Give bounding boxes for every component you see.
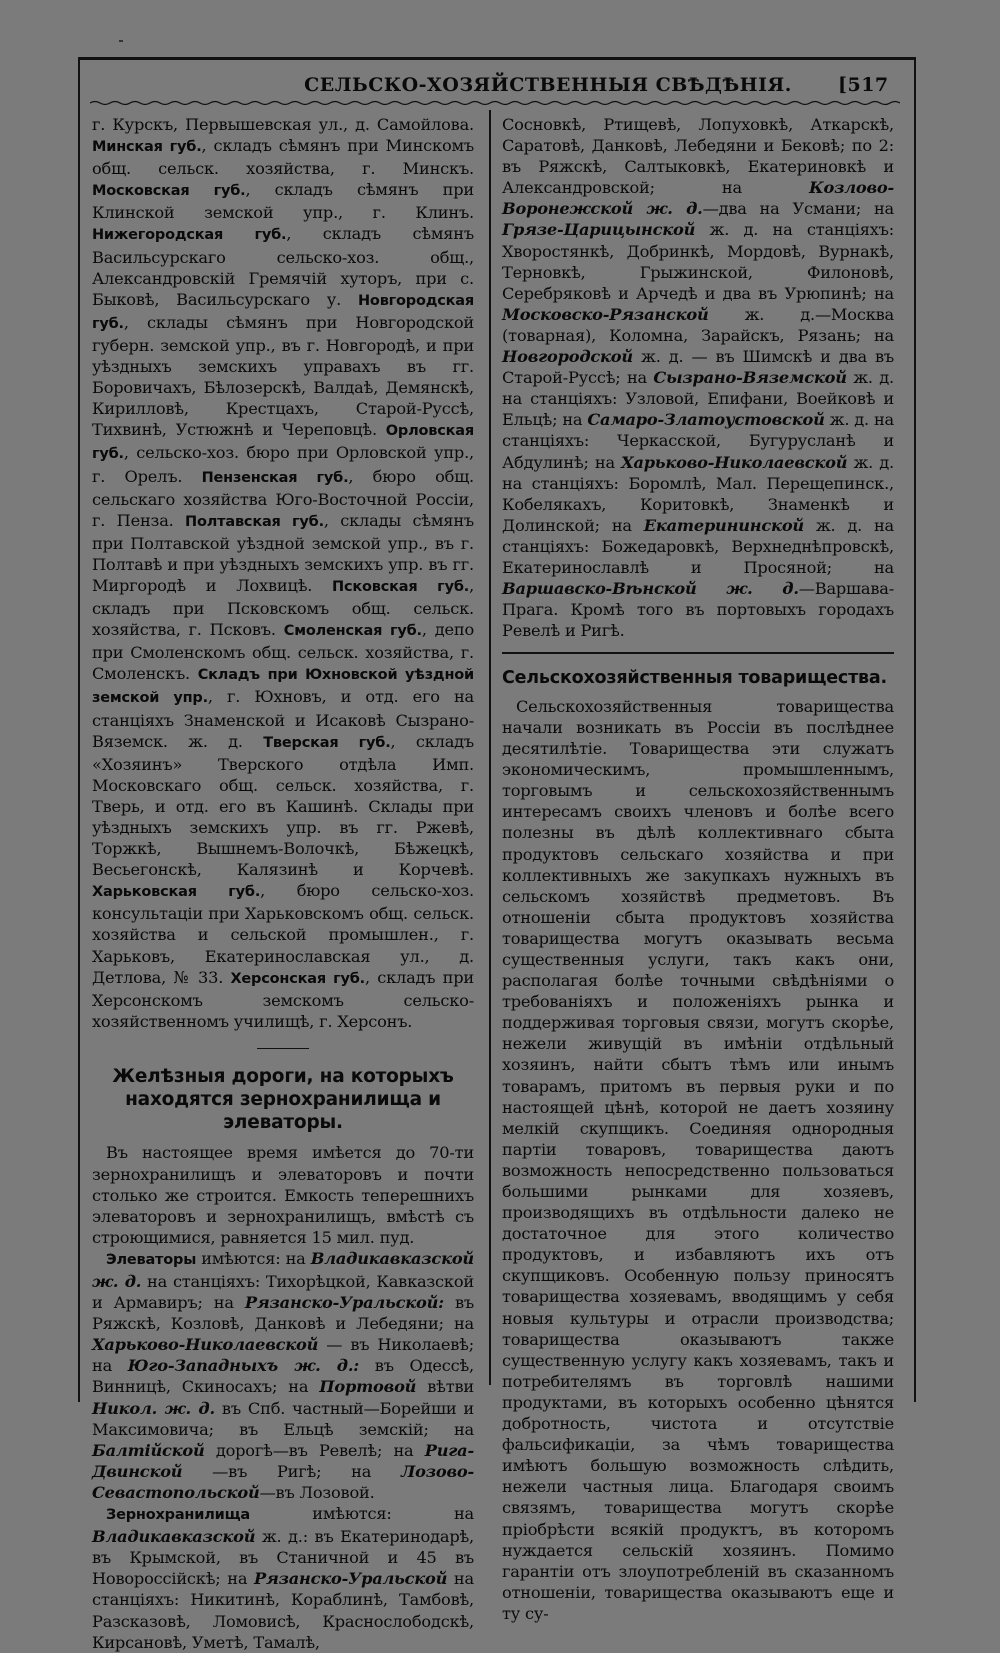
italic-term: Рязанско-Уральской [253,1569,448,1589]
column-divider [489,110,491,1385]
text-run: ж. д. — въ Шимскѣ и два въ Старой-Руссѣ; на [502,347,894,388]
bold-term: Псковская губ. [332,578,470,595]
text-run: —въ Ригѣ; на [182,1461,401,1481]
italic-term: Юго-Западныхъ ж. д.: [127,1356,360,1376]
text-run: , складъ сѣмянъ при Минскомъ общ. сельск. хозяйства, г. Минскъ. [92,136,474,179]
partnerships-paragraph [502,696,894,1624]
text-run: , склады сѣмянъ при Полтавской уѣздной земской упр., въ г. Полтавѣ и при уѣздныхъ земскихъ упр. въ гг. Миргородѣ и Лохвицѣ. [92,510,475,595]
italic-term: Владикавказской [92,1527,256,1547]
depots-list-paragraph [92,114,474,1032]
left-column [92,114,474,1653]
text-run: вѣтви [416,1377,474,1397]
text-run: въ Одессѣ, Винницѣ, Скиносахъ; на [92,1356,474,1397]
text-run: , сельско-хоз. бюро при Орловской упр., г. Орелъ. [92,443,474,486]
text-run: , депо при Смоленскомъ общ. сельск. хозяйства, г. Смоленскъ. [92,620,474,684]
text-run: , бюро общ. сельскаго хозяйства Юго-Восточной Россіи, г. Пенза. [92,466,474,530]
section-divider [502,652,894,654]
bold-term: Херсонская губ. [230,970,365,987]
text-run: ж. д. на станціяхъ: Узловой, Епифани, Воейковѣ и Ельцѣ; на [502,368,894,430]
text-run: —два на Усмани; на [702,199,894,219]
text-run: ж. д. на станціяхъ: Черкасской, Бугурусланѣ и Абдулинѣ; на [502,410,894,472]
section-divider [257,1048,309,1050]
bold-term: Полтавская губ. [185,513,324,530]
text-run: —Варшава-Прага. Кромѣ того въ портовыхъ городахъ Ревелѣ и Ригѣ. [502,579,894,641]
italic-term: Сызрано-Вяземской [653,368,847,388]
italic-term: Грязе-Царицынской [502,220,696,240]
railways-intro-paragraph [92,1142,474,1247]
bold-term: Новгородская губ. [92,292,474,332]
text-run: ж. д.—Москва (товарная), Коломна, Зарайскъ, Рязань; на [502,304,894,345]
bold-term: Складъ при Юхновской уѣздной земской упр. [92,667,474,707]
text-run: ж. д.: въ Екатеринодарѣ, въ Крымской, въ Станичной и 45 въ Новороссійскѣ; на [92,1527,474,1589]
bold-term: Элеваторы [106,1251,197,1268]
text-run: —въ Лозовой. [259,1482,375,1502]
text-run: имѣются: на [249,1504,474,1524]
elevators-paragraph [92,1248,474,1503]
bold-term: Пензенская губ. [201,469,349,486]
bold-term: Минская губ. [92,139,202,156]
right-column [502,114,894,1624]
bold-term: Смоленская губ. [283,623,422,640]
bold-term: Зернохранилища [106,1507,250,1524]
italic-term: Лозово-Севастопольской [92,1461,474,1502]
margin-mark [119,40,123,42]
text-run: ж. д. на станціяхъ: Боромлѣ, Мал. Перещепинск., Кобелякахъ, Коритовкѣ, Знаменкѣ и Долинской; на [502,452,894,535]
italic-term: Харьково-Николаевской [621,452,848,472]
text-run: — въ Николаевѣ; на [92,1335,474,1376]
italic-term: Рязанско-Уральской: [244,1293,444,1313]
italic-term: Козлово-Воронежской ж. д. [502,178,894,219]
text-run: имѣются: на [196,1248,311,1268]
text-run: Въ настоящее время имѣется до 70-ти зернохранилищъ и элеваторовъ и почти столько же строится. Емкость теперешнихъ элеваторовъ и зернохранилищъ, вмѣстѣ съ строющимися, равняется 15 мил. пуд. [92,1143,474,1247]
italic-term: Никол. ж. д. [92,1398,215,1418]
text-run: на станціяхъ: Тихорѣцкой, Кавказской и Армавиръ; на [92,1272,474,1313]
italic-term: Портовой [319,1377,417,1397]
text-run: , г. Юхновъ, и отд. его на станціяхъ Знаменской и Исаковѣ Сызрано-Вяземск. ж. д. [92,687,474,751]
text-run: , складъ сѣмянъ Васильсурскаго сельско-хоз. общ., Александровскій Гремячій хуторъ, при с. Быковѣ, Васильсурскаго у. [92,224,474,309]
bold-term: Нижегородская губ. [92,227,287,244]
italic-term: Новгородской [502,347,633,367]
bold-term: Орловская губ. [92,423,474,463]
section-heading-railways: Желѣзныя дороги, на которыхъ находятся зернохранилища и элеваторы. [112,1066,454,1134]
text-run: , склады сѣмянъ при Новгородской губерн. земской упр., въ г. Новгородѣ, и при уѣздныхъ земскихъ управахъ въ гг. Боровичахъ, Бѣлозерскѣ, Валдаѣ, Демянскѣ, Кирилловѣ, Крестцахъ, Старой-Руссѣ, Тихвинѣ, Устюжнѣ и Череповцѣ. [92,312,474,440]
bold-term: Московская губ. [92,183,246,200]
text-run: , бюро сельско-хоз. консультаціи при Харьковскомъ общ. сельск. хозяйства и сельской промышлен., г. Харьковъ, Екатеринославская ул., д. Детлова, № 33. [92,881,475,987]
section-heading-partnerships: Сельскохозяйственныя товарищества. [502,667,887,688]
text-run: г. Курскъ, Первышевская ул., д. Самойлова. [92,115,474,134]
text-run: ж. д. на станціяхъ: Хворостянкѣ, Добринкѣ, Мордовѣ, Вурнакѣ, Терновкѣ, Грыжинской, Филоновѣ, Серебряковѣ и Арчедѣ и два въ Урюпинѣ; на [502,220,894,303]
text-run: въ Спб. частный—Борейши и Максимовича; въ Ельцѣ земскій; на [92,1398,474,1439]
page-number: [517 [838,74,889,96]
text-run: Сельскохозяйственныя товарищества начали возникать въ Россіи въ послѣднее десятилѣтіе. Товарищества эти служатъ экономическимъ, промышленнымъ, торговымъ и сельскохозяйственнымъ интересамъ своихъ членовъ и болѣе всего полезны въ дѣлѣ коллективнаго сбыта продуктовъ сельскаго хозяйства и при коллективныхъ же закупкахъ нужныхъ въ сельскомъ хозяйствѣ предметовъ. Въ отношеніи сбыта продуктовъ хозяйства товарищества могутъ оказывать весьма существенныя услуги, такъ какъ они, располагая болѣе точными свѣдѣніями о требованіяхъ и положеніяхъ рынка и поддерживая торговыя связи, могутъ скорѣе, нежели живущій въ имѣніи отдѣльный хозяинъ, найти сбытъ тѣмъ или инымъ товарамъ, притомъ въ первыя руки и по настоящей цѣнѣ, которой не даетъ хозяину мелкій скупщикъ. Соединяя однородныя партіи товаровъ, товарищества даютъ возможность непосредственно пользоваться большими рынками для хозяевъ, производящихъ въ отдѣльности далеко не достаточное для этого количество продуктовъ, и избавляютъ ихъ отъ скупщиковъ. Особенную пользу приносятъ товарищества хозяевамъ, вводящимъ у себя новыя культуры и отрасли производства; товарищества оказываютъ также существенную услугу какъ хозяевамъ, такъ и потребителямъ въ торговлѣ нашими продуктами, въ которыхъ особенно цѣнятся добротность, чистота и отсутствіе фальсификаціи, за чѣмъ товарищества имѣютъ большую возможность слѣдить, нежели частныя лица. Благодаря своимъ связямъ, товарищества могутъ скорѣе пріобрѣсти всякій продуктъ, въ которомъ нуждается сельскій хозяинъ. Помимо гарантіи отъ злоупотребленій въ сказанномъ отношеніи, товарищества оказываютъ еще и ту су- [502,696,894,1623]
text-run: ж. д. на станціяхъ: Божедаровкѣ, Верхнеднѣпровскѣ, Екатеринославлѣ и Просяной; на [502,515,894,577]
text-run: , складъ сѣмянъ при Клинской земской упр., г. Клинъ. [92,180,474,223]
text-run: , складъ «Хозяинъ» Тверского отдѣла Имп. Московскаго общ. сельск. хозяйства, г. Тверь, и отд. его въ Кашинѣ. Склады при уѣздныхъ земскихъ упр. въ гг. Ржевѣ, Торжкѣ, Вышнемъ-Волочкѣ, Бѣжецкѣ, Весьегонскѣ, Калязинѣ и Корчевѣ. [92,731,475,880]
granaries-paragraph [92,1503,474,1653]
italic-term: Варшавско-Вѣнской ж. д. [502,579,799,599]
running-head [78,70,916,100]
text-run: дорогѣ—въ Ревелѣ; на [204,1440,425,1460]
granaries-continued-paragraph [502,114,894,641]
text-run: , складъ при Херсонскомъ земскомъ сельско-хозяйственномъ училищѣ, г. Херсонъ. [92,967,474,1031]
text-run: , складъ при Псковскомъ общ. сельск. хозяйства, г. Псковъ. [92,575,475,640]
italic-term: Харьково-Николаевской [92,1335,319,1355]
text-run: Сосновкѣ, Ртищевѣ, Лопуховкѣ, Аткарскѣ, Саратовѣ, Данковѣ, Лебедяни и Бековѣ; по 2: въ Ряжскѣ, Салтыковкѣ, Екатериновкѣ и Александровской; на [502,115,894,198]
italic-term: Московско-Рязанской [502,304,709,324]
running-title: СЕЛЬСКО-ХОЗЯЙСТВЕННЫЯ СВѢДѢНІЯ. [304,74,792,96]
text-run: на станціяхъ: Никитинѣ, Кораблинѣ, Тамбовѣ, Разсказовѣ, Ломовисѣ, Краснослободскѣ, Кирсановѣ, Уметѣ, Тамалѣ, [92,1569,474,1652]
bold-term: Тверская губ. [263,734,391,751]
italic-term: Рига-Двинской [92,1440,474,1481]
italic-term: Балтійской [92,1440,205,1460]
italic-term: Владикавказской ж. д. [92,1248,474,1291]
bold-term: Харьковская губ. [92,884,261,901]
italic-term: Екатерининской [643,515,804,535]
wavy-header-rule [90,100,900,106]
italic-term: Самаро-Златоустовской [587,410,825,430]
text-run: въ Ряжскѣ, Козловѣ, Данковѣ и Лебедяни; на [92,1293,474,1334]
